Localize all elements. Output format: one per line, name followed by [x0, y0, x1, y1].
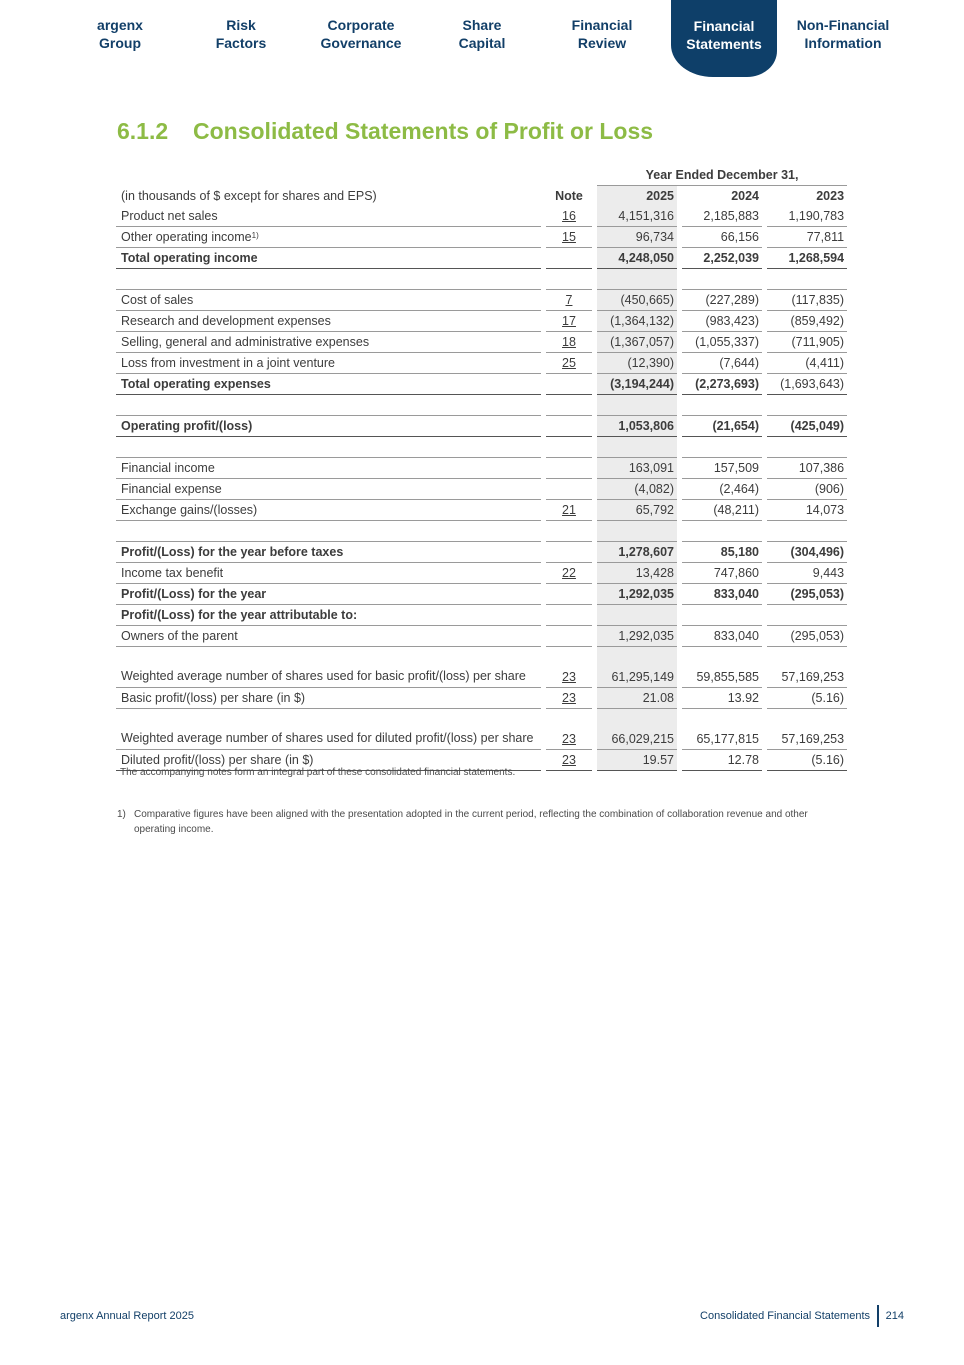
- value-2023: 1,268,594: [767, 248, 847, 269]
- table-row-research-and-development: [116, 311, 847, 332]
- spacer-row: [116, 395, 847, 416]
- page-title: [117, 118, 653, 145]
- section-title: Consolidated Statements of Profit or Loss: [193, 118, 654, 144]
- value-2025: 1,278,607: [597, 542, 677, 563]
- row-label: Total operating income: [116, 248, 541, 269]
- top-navigation: [60, 0, 904, 80]
- note-link[interactable]: 23: [562, 752, 576, 767]
- value-2025: (450,665): [597, 290, 677, 311]
- note-link[interactable]: 22: [562, 565, 576, 580]
- value-2025: 1,053,806: [597, 416, 677, 437]
- value-2024: 2,185,883: [682, 206, 762, 227]
- nav-tab-financial-statements[interactable]: [671, 0, 777, 77]
- value-2024: 59,855,585: [682, 647, 762, 688]
- table-row-financial-expense: [116, 479, 847, 500]
- note-link[interactable]: 16: [562, 208, 576, 223]
- nav-tab-risk-factors[interactable]: [181, 16, 301, 56]
- table-row-profit-for-year: [116, 584, 847, 605]
- period-header: Year Ended December 31,: [597, 165, 847, 186]
- accompanying-notes-statement: The accompanying notes form an integral part of these consolidated financial statements.: [120, 767, 516, 778]
- nav-tab-argenx-group[interactable]: [60, 16, 180, 56]
- value-2024: 66,156: [682, 227, 762, 248]
- nav-tab-label-line1: Share: [462, 17, 502, 33]
- section-number: 6.1.2: [117, 118, 169, 144]
- table-row-basic-eps: [116, 688, 847, 709]
- value-2023: 107,386: [767, 458, 847, 479]
- nav-tab-label-line1: argenx: [97, 17, 143, 33]
- row-label: Cost of sales: [116, 290, 541, 311]
- units-label: (in thousands of $ except for shares and EPS): [121, 188, 377, 203]
- note-link[interactable]: 17: [562, 313, 576, 328]
- value-2025: 1,292,035: [597, 584, 677, 605]
- nav-tab-label-line2: Statements: [686, 36, 762, 52]
- table-row-exchange-gains: [116, 500, 847, 521]
- value-2023: 57,169,253: [767, 647, 847, 688]
- value-2024: (48,211): [682, 500, 762, 521]
- row-label: Research and development expenses: [116, 311, 541, 332]
- note-link[interactable]: 18: [562, 334, 576, 349]
- spacer-row: [116, 521, 847, 542]
- value-2025: 61,295,149: [597, 647, 677, 688]
- note-link[interactable]: 15: [562, 229, 576, 244]
- value-2023: (117,835): [767, 290, 847, 311]
- table-row-selling-general-admin: [116, 332, 847, 353]
- value-2025: 65,792: [597, 500, 677, 521]
- year-header-2025: 2025: [597, 186, 677, 206]
- note-link[interactable]: 25: [562, 355, 576, 370]
- value-2024: (983,423): [682, 311, 762, 332]
- table-row-total-operating-expenses: [116, 374, 847, 395]
- footer-report-title: argenx Annual Report 2025: [60, 1310, 194, 1322]
- value-2024: 85,180: [682, 542, 762, 563]
- value-2025: 1,292,035: [597, 626, 677, 647]
- table-row-financial-income: [116, 458, 847, 479]
- year-header-2024: 2024: [731, 188, 759, 203]
- nav-tab-label-line1: Risk: [226, 17, 256, 33]
- row-label: Weighted average number of shares used for basic profit/(loss) per share: [116, 647, 541, 688]
- value-2024: (7,644): [682, 353, 762, 374]
- value-2023: (5.16): [767, 750, 847, 771]
- table-row-weighted-avg-shares-basic: [116, 647, 847, 688]
- row-label: Product net sales: [116, 206, 541, 227]
- value-2023: (425,049): [767, 416, 847, 437]
- note-link[interactable]: 23: [562, 690, 576, 705]
- value-2024: (2,273,693): [682, 374, 762, 395]
- value-2023: (295,053): [767, 626, 847, 647]
- value-2024: 833,040: [682, 626, 762, 647]
- value-2023: 77,811: [767, 227, 847, 248]
- value-2025: 4,151,316: [597, 206, 677, 227]
- table-header-row: [116, 186, 847, 206]
- nav-tab-label-line2: Factors: [215, 35, 267, 51]
- row-label: Selling, general and administrative expenses: [116, 332, 541, 353]
- value-2023: (711,905): [767, 332, 847, 353]
- nav-tab-label: [671, 17, 777, 53]
- footnote-reference[interactable]: 1): [251, 230, 259, 240]
- row-label: Loss from investment in a joint venture: [116, 353, 541, 374]
- value-2024: 2,252,039: [682, 248, 762, 269]
- table-row-total-operating-income: [116, 248, 847, 269]
- table-row-attributable-to: [116, 605, 847, 626]
- row-label: Weighted average number of shares used for diluted profit/(loss) per share: [116, 709, 541, 750]
- row-label: Profit/(Loss) for the year attributable to:: [116, 605, 541, 626]
- profit-or-loss-table: [116, 165, 847, 771]
- value-2024: (1,055,337): [682, 332, 762, 353]
- nav-tab-label-line2: Capital: [458, 35, 506, 51]
- row-label: Basic profit/(loss) per share (in $): [116, 688, 541, 709]
- table-row-operating-profit: [116, 416, 847, 437]
- value-2025: 4,248,050: [597, 248, 677, 269]
- footer-divider: [877, 1305, 879, 1327]
- value-2023: 14,073: [767, 500, 847, 521]
- year-header-2023: 2023: [816, 188, 845, 203]
- value-2023: 9,443: [767, 563, 847, 584]
- row-label: Profit/(Loss) for the year: [116, 584, 541, 605]
- value-2025: (4,082): [597, 479, 677, 500]
- row-label: Other operating income: [121, 229, 252, 244]
- value-2024: 747,860: [682, 563, 762, 584]
- row-label: Total operating expenses: [116, 374, 541, 395]
- value-2025: (1,364,132): [597, 311, 677, 332]
- note-link[interactable]: 23: [562, 732, 576, 746]
- nav-tab-label-line2: Information: [804, 35, 882, 51]
- row-label: Exchange gains/(losses): [116, 500, 541, 521]
- value-2024: (227,289): [682, 290, 762, 311]
- value-2025: 13,428: [597, 563, 677, 584]
- value-2023: (859,492): [767, 311, 847, 332]
- value-2023: 1,190,783: [767, 206, 847, 227]
- nav-tab-label-line1: Corporate: [327, 17, 395, 33]
- value-2023: (1,693,643): [767, 374, 847, 395]
- table-row-cost-of-sales: [116, 290, 847, 311]
- table-row-income-tax-benefit: [116, 563, 847, 584]
- table-row-loss-joint-venture: [116, 353, 847, 374]
- value-2025: 21.08: [597, 688, 677, 709]
- value-2025: (12,390): [597, 353, 677, 374]
- row-label: Financial income: [116, 458, 541, 479]
- value-2024: 65,177,815: [682, 709, 762, 750]
- value-2023: (5.16): [767, 688, 847, 709]
- value-2023: (295,053): [767, 584, 847, 605]
- row-label: Owners of the parent: [116, 626, 541, 647]
- value-2024: (21,654): [682, 416, 762, 437]
- nav-tab-share-capital[interactable]: [422, 16, 542, 56]
- nav-tab-label-line2: Review: [577, 35, 627, 51]
- footer-section-name[interactable]: Consolidated Financial Statements: [700, 1310, 870, 1322]
- table-row-product-net-sales: [116, 206, 847, 227]
- nav-tab-non-financial-information[interactable]: [783, 16, 903, 56]
- nav-tab-label-line1: Financial: [571, 17, 633, 33]
- page-number: 214: [885, 1310, 904, 1322]
- footnote-mark: 1): [117, 809, 126, 820]
- value-2024: 833,040: [682, 584, 762, 605]
- value-2024: 13.92: [682, 688, 762, 709]
- table-row-profit-before-taxes: [116, 542, 847, 563]
- row-label: Income tax benefit: [116, 563, 541, 584]
- nav-tab-corporate-governance[interactable]: [301, 16, 421, 56]
- value-2025: 19.57: [597, 750, 677, 771]
- table-row-other-operating-income: [116, 227, 847, 248]
- table-row-owners-of-parent: [116, 626, 847, 647]
- value-2023: (304,496): [767, 542, 847, 563]
- value-2025: (1,367,057): [597, 332, 677, 353]
- nav-tab-financial-review[interactable]: [542, 16, 662, 56]
- value-2025: 66,029,215: [597, 709, 677, 750]
- value-2023: (906): [767, 479, 847, 500]
- nav-tab-label-line2: Group: [99, 35, 141, 51]
- value-2024: 157,509: [682, 458, 762, 479]
- value-2024: (2,464): [682, 479, 762, 500]
- note-link[interactable]: 23: [562, 670, 576, 684]
- note-column-header: Note: [555, 188, 583, 203]
- spacer-row: [116, 269, 847, 290]
- nav-tab-label-line1: Financial: [693, 18, 755, 34]
- nav-tab-label-line2: Governance: [320, 35, 402, 51]
- row-label-cell: [116, 227, 541, 248]
- table-header-period-row: [116, 165, 847, 186]
- value-2025: 96,734: [597, 227, 677, 248]
- nav-tab-label-line1: Non-Financial: [796, 17, 890, 33]
- value-2025: 163,091: [597, 458, 677, 479]
- value-2023: (4,411): [767, 353, 847, 374]
- value-2024: 12.78: [682, 750, 762, 771]
- table-row-weighted-avg-shares-diluted: [116, 709, 847, 750]
- row-label: Operating profit/(loss): [116, 416, 541, 437]
- value-2025: (3,194,244): [597, 374, 677, 395]
- row-label: Profit/(Loss) for the year before taxes: [116, 542, 541, 563]
- row-label: Financial expense: [116, 479, 541, 500]
- note-link[interactable]: 7: [565, 292, 573, 307]
- footnote-text: Comparative figures have been aligned with the presentation adopted in the current period, reflecting the combination of collaboration revenue and other operating income.: [134, 809, 808, 835]
- row-label: Diluted profit/(loss) per share (in $): [116, 750, 541, 771]
- footnote: [117, 807, 847, 837]
- note-link[interactable]: 21: [562, 502, 576, 517]
- value-2023: 57,169,253: [767, 709, 847, 750]
- spacer-row: [116, 437, 847, 458]
